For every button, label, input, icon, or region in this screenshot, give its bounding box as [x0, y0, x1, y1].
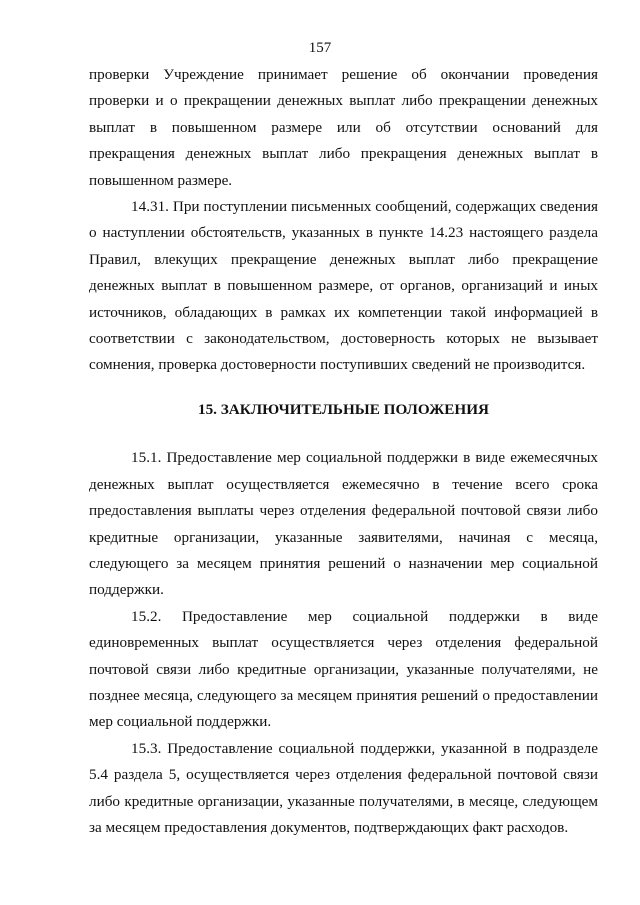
- paragraph-15-1: 15.1. Предоставление мер социальной поддержки в виде ежемесячных денежных выплат осуществляется ежемесячно в течение всего срока предоставления выплаты через отделения федеральной почтовой связи либо кредитные организации, указанные заявителями, начиная с месяца, следующего за месяцем принятия решений о назначении мер социальной поддержки.: [89, 449, 598, 599]
- paragraph-14-31: 14.31. При поступлении письменных сообщений, содержащих сведения о наступлении обстоятельств, указанных в пункте 14.23 настоящего раздела Правил, влекущих прекращение денежных выплат либо прекращение денежных выплат в повышенном размере, от органов, организаций и иных источников, обладающих в рамках их компетенции такой информацией в соответствии с законодательством, достоверность которых не вызывает сомнения, проверка достоверности поступивших сведений не производится.: [89, 198, 598, 374]
- document-body: [89, 62, 598, 841]
- page-number: 157: [308, 40, 332, 56]
- paragraph-15-3: 15.3. Предоставление социальной поддержки, указанной в подразделе 5.4 раздела 5, осуществляется через отделения федеральной почтовой связи либо кредитные организации, указанные получателями, в месяце, следующем за месяцем предоставления документов, подтверждающих факт расходов.: [89, 739, 598, 836]
- paragraph-continuation: проверки Учреждение принимает решение об окончании проведения проверки и о прекращении денежных выплат либо прекращении денежных выплат в повышенном размере или об отсутствии оснований для прекращения денежных выплат либо прекращения денежных выплат в повышенном размере.: [89, 66, 598, 189]
- paragraph-15-2: 15.2. Предоставление мер социальной поддержки в виде единовременных выплат осуществляется через отделения федеральной почтовой связи либо кредитные организации, указанные получателями, не позднее месяца, следующего за месяцем принятия решений о предоставлении мер социальной поддержки.: [89, 607, 598, 731]
- section-heading: 15. ЗАКЛЮЧИТЕЛЬНЫЕ ПОЛОЖЕНИЯ: [197, 400, 489, 418]
